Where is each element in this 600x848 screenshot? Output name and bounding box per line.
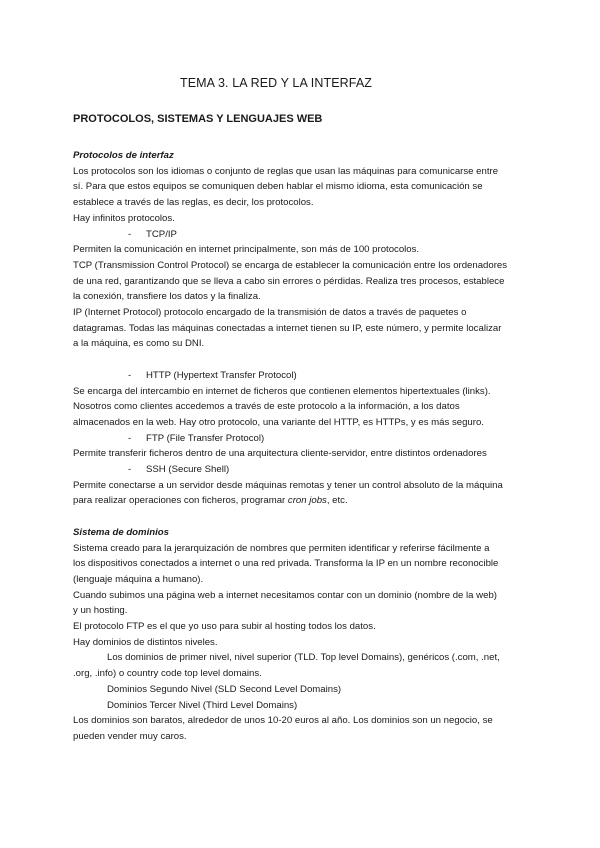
text-run: para realizar operaciones con ficheros, programar	[73, 495, 288, 507]
paragraph-line: .org, .info) o country code top level domains.	[73, 668, 262, 680]
list-item-ftp	[73, 431, 533, 447]
list-item-http	[73, 368, 533, 384]
text-run: , etc.	[326, 495, 348, 507]
paragraph-line: TCP (Transmission Control Protocol) se encarga de establecer la comunicación entre los ordenadores	[73, 259, 508, 271]
paragraph-line: Dominios Segundo Nivel (SLD Second Level Domains)	[107, 683, 342, 695]
paragraph-line: a la máquina, es como su DNI.	[73, 338, 205, 350]
dash-bullet: -	[128, 369, 132, 381]
paragraph-line: Los dominios de primer nivel, nivel superior (TLD. Top level Domains), genéricos (.com, .net,	[107, 652, 500, 664]
paragraph-line: Sistema creado para la jerarquización de nombres que permiten identificar y referirse fácilmente a	[73, 542, 490, 554]
paragraph-line: El protocolo FTP es el que yo uso para subir al hosting todos los datos.	[73, 621, 376, 633]
paragraph-line: Permite transferir ficheros dentro de una arquitectura cliente-servidor, entre distintos ordenadores	[73, 448, 487, 460]
italic-term: cron jobs	[287, 495, 327, 507]
dash-bullet: -	[128, 432, 132, 444]
paragraph-line: Los dominios son baratos, alrededor de unos 10-20 euros al año. Los dominios son un negocio, se	[73, 715, 493, 727]
paragraph-line: datagramas. Todas las máquinas conectadas a internet tienen su IP, este número, y permite localizar	[73, 322, 502, 334]
paragraph-line: IP (Internet Protocol) protocolo encargado de la transmisión de datos a través de paquetes o	[73, 307, 467, 319]
paragraph-line	[73, 493, 533, 509]
paragraph-line: Nosotros como clientes accedemos a través de este protocolo a la información, a los datos	[73, 401, 460, 413]
paragraph-line: Permite conectarse a un servidor desde máquinas remotas y tener un control absoluto de la máquina	[73, 479, 503, 491]
blank-line	[73, 509, 533, 525]
blank-line	[73, 352, 533, 368]
heading-protocolos: Protocolos de interfaz	[73, 150, 174, 161]
paragraph-line: de una red, garantizando que se lleva a cabo sin errores o pérdidas. Realiza tres procesos, establece	[73, 275, 505, 287]
section-subtitle: PROTOCOLOS, SISTEMAS Y LENGUAJES WEB	[73, 113, 323, 125]
paragraph-line: Cuando subimos una página web a internet necesitamos contar con un dominio (nombre de la web)	[73, 589, 497, 601]
dash-bullet: -	[128, 228, 132, 240]
paragraph-line: y un hosting.	[73, 605, 128, 617]
paragraph-line: Los protocolos son los idiomas o conjunto de reglas que usan las máquinas para comunicarse entre	[73, 165, 499, 177]
list-label: SSH (Secure Shell)	[146, 464, 230, 476]
paragraph-line: establece a través de las reglas, es decir, los protocolos.	[73, 197, 314, 209]
paragraph-line: sí. Para que estos equipos se comuniquen deben hablar el mismo idioma, esta comunicación se	[73, 181, 483, 193]
list-item-ssh	[73, 462, 533, 478]
paragraph-line: Dominios Tercer Nivel (Third Level Domains)	[107, 699, 298, 711]
page-title: TEMA 3. LA RED Y LA INTERFAZ	[180, 76, 372, 90]
paragraph-line: Se encarga del intercambio en internet de ficheros que contienen elementos hipertextuales (links).	[73, 385, 491, 397]
list-item-tcp	[73, 227, 533, 243]
paragraph-line: Hay dominios de distintos niveles.	[73, 636, 218, 648]
paragraph-line: (lenguaje máquina a humano).	[73, 573, 204, 585]
dash-bullet: -	[128, 464, 132, 476]
list-label: HTTP (Hypertext Transfer Protocol)	[146, 369, 297, 381]
document-body	[73, 148, 533, 745]
paragraph-line: la conexión, transfiere los datos y la finaliza.	[73, 291, 261, 303]
paragraph-line: almacenados en la web. Hay otro protocolo, una variante del HTTP, es HTTPs, y es más seguro.	[73, 416, 484, 428]
paragraph-line: Hay infinitos protocolos.	[73, 212, 175, 224]
heading-dominios: Sistema de dominios	[73, 526, 169, 538]
paragraph-line: los dispositivos conectados a internet o una red privada. Transforma la IP en un nombre reconocible	[73, 558, 499, 570]
list-label: TCP/IP	[146, 228, 177, 240]
list-label: FTP (File Transfer Protocol)	[146, 432, 265, 444]
paragraph-line: Permiten la comunicación en internet principalmente, son más de 100 protocolos.	[73, 244, 420, 256]
paragraph-line: pueden vender muy caros.	[73, 730, 187, 742]
